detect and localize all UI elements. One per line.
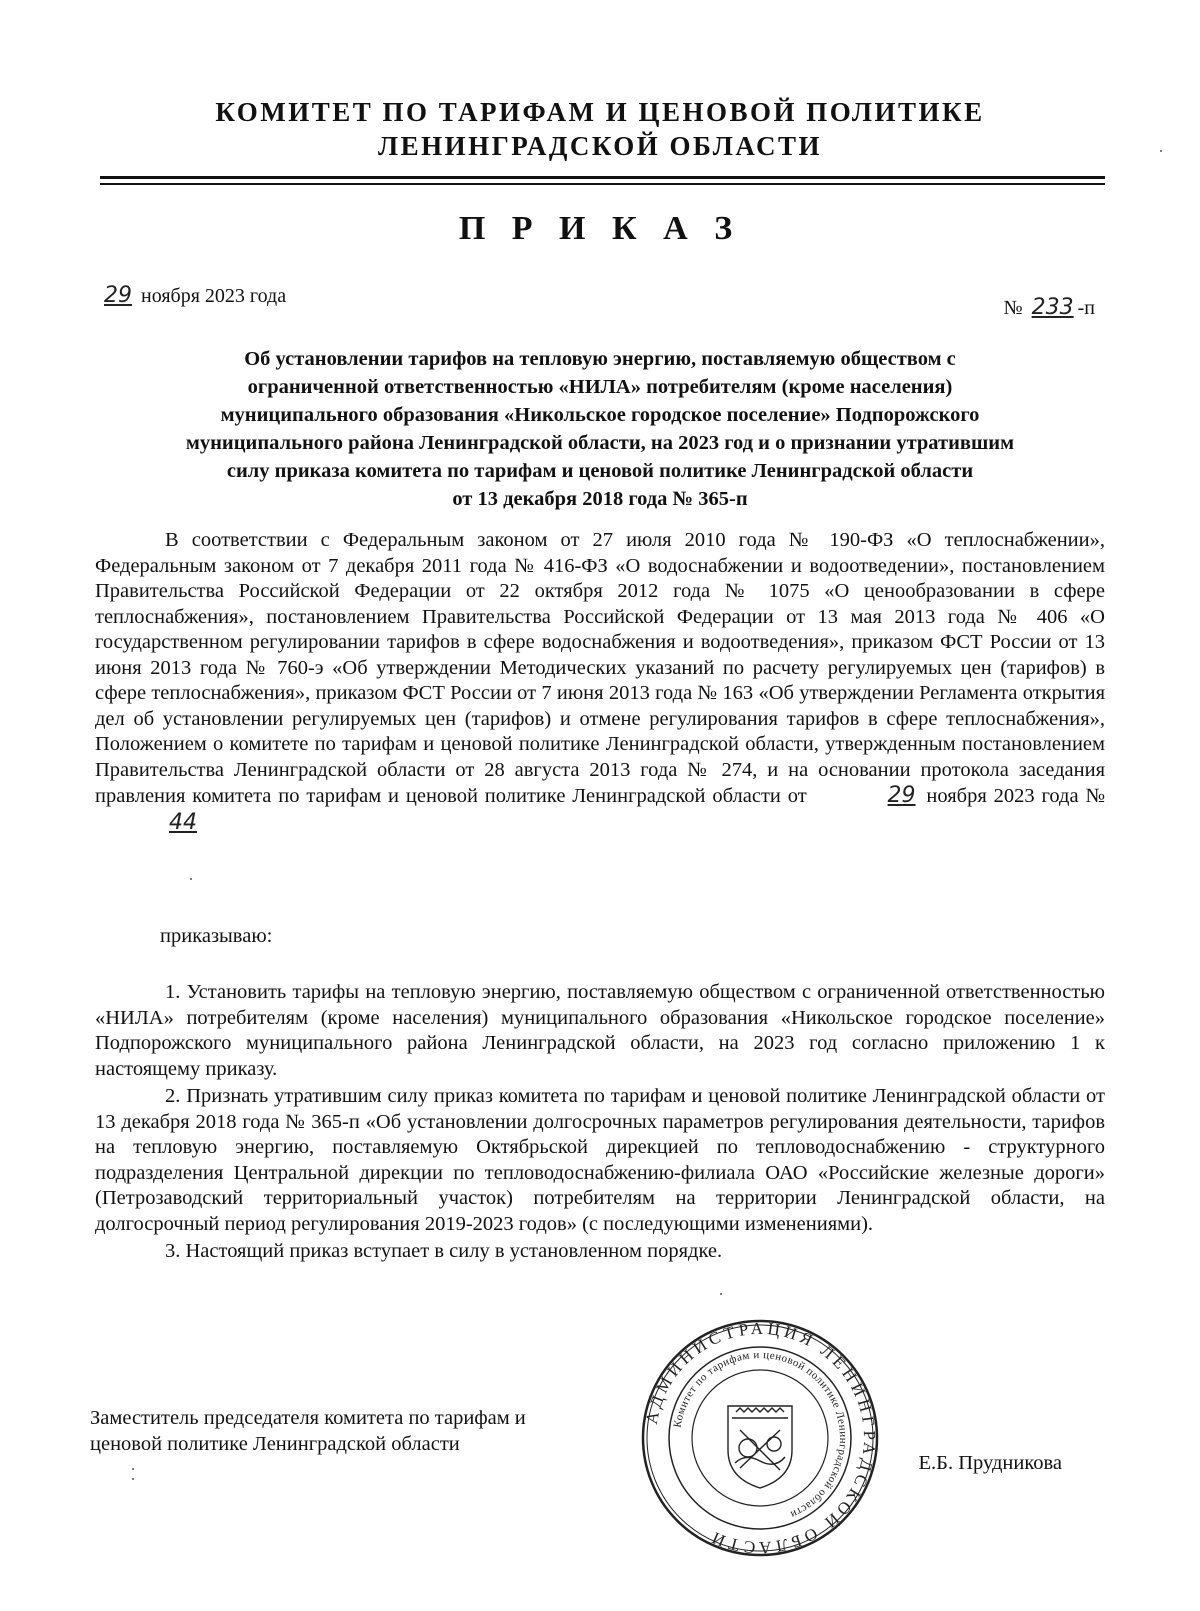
signatory-title-line-2: ценовой политике Ленинградской области	[90, 1433, 460, 1455]
scan-speck	[190, 878, 192, 880]
subject-line: Об установлении тарифов на тепловую энергию, поставляемую обществом с	[244, 348, 956, 370]
header-rule-thin	[100, 183, 1105, 185]
preamble	[95, 528, 1105, 836]
header-line-2: ЛЕНИНГРАДСКОЙ ОБЛАСТИ	[377, 131, 823, 161]
scan-speck	[1160, 150, 1162, 152]
document-title: П Р И К А З	[458, 210, 742, 247]
preamble-tail: ноября 2023 года №	[919, 785, 1106, 807]
scan-speck	[132, 1478, 134, 1480]
subject-line: муниципального образования «Никольское городское поселение» Подпорожского	[220, 404, 980, 426]
document-number	[1004, 295, 1095, 320]
subject-line: силу приказа комитета по тарифам и ценовой политике Ленинградской области	[226, 460, 974, 482]
seal-outer-text: АДМИНИСТРАЦИЯ ЛЕНИНГРАДСКОЙ ОБЛАСТИ	[641, 1318, 880, 1558]
order-word: приказываю:	[160, 925, 273, 947]
header-rule-thick	[100, 176, 1105, 179]
document-subject	[100, 345, 1100, 513]
protocol-day-handwritten: 29	[887, 783, 916, 808]
signatory-title	[90, 1405, 526, 1457]
number-suffix: -п	[1077, 297, 1095, 319]
subject-line: муниципального района Ленинградской области, на 2023 год и о признании утратившим	[185, 432, 1015, 454]
order-item: 1. Установить тарифы на тепловую энергию, поставляемую обществом с ограниченной ответственностью «НИЛА» потребителям (кроме населения) муниципального образования «Никольское городское поселение» Подпорожского муниципального района Ленинградской области, на 2023 год согласно приложению 1 к настоящему приказу.	[95, 981, 1105, 1080]
header-line-1: КОМИТЕТ ПО ТАРИФАМ И ЦЕНОВОЙ ПОЛИТИКЕ	[215, 97, 985, 127]
order-item: 3. Настоящий приказ вступает в силу в установленном порядке.	[165, 1240, 723, 1262]
coat-of-arms-icon	[728, 1406, 792, 1488]
number-prefix: №	[1003, 297, 1028, 319]
order-item: 2. Признать утратившим силу приказ комитета по тарифам и ценовой политике Ленинградской области от 13 декабря 2018 года № 365-п «Об установлении долгосрочных параметров регулирования деятельности, тарифов на тепловую энергию, поставляемую Октябрьской дирекцией по тепловодоснабжению - структурного подразделения Центральной дирекции по тепловодоснабжению-филиала ОАО «Российские железные дороги» (Петрозаводский территориальный участок) потребителям на территории Ленинградской области, на долгосрочный период регулирования 2019-2023 годов» (с последующими изменениями).	[95, 1085, 1105, 1235]
date-rest: ноября 2023 года	[136, 285, 287, 307]
organization-header	[100, 95, 1100, 163]
signatory-name: Е.Б. Прудникова	[918, 1452, 1062, 1474]
number-handwritten: 233	[1031, 295, 1074, 320]
preamble-text: В соответствии с Федеральным законом от 27 июля 2010 года № 190-ФЗ «О теплоснабжении», Федеральным законом от 7 декабря 2011 года № 416-ФЗ «О водоснабжении и водоотведении», постановлением Правительства Российской Федерации от 22 октября 2012 года № 1075 «О ценообразовании в сфере теплоснабжения», постановлением Правительства Российской Федерации от 13 мая 2013 года № 406 «О государственном регулировании тарифов в сфере водоснабжения и водоотведения», приказом ФСТ России от 13 июня 2013 года № 760-э «Об утверждении Методических указаний по расчету регулируемых цен (тарифов) в сфере теплоснабжения», приказом ФСТ России от 7 июня 2013 года № 163 «Об утверждении Регламента открытия дел об установлении регулируемых цен (тарифов) и отмене регулирования тарифов в сфере теплоснабжения», Положением о комитете по тарифам и ценовой политике Ленинградской области, утвержденным постановлением Правительства Ленинградской области от 28 августа 2013 года № 274, и на основании протокола заседания правления комитета по тарифам и ценовой политике Ленинградской области от	[95, 529, 1105, 807]
scan-speck	[720, 1293, 722, 1295]
document-date	[100, 283, 286, 308]
order-items	[95, 980, 1105, 1267]
date-day-handwritten: 29	[104, 283, 132, 308]
signatory-title-line-1: Заместитель председателя комитета по тарифам и	[90, 1407, 526, 1429]
official-seal	[640, 1318, 880, 1558]
protocol-number-handwritten: 44	[169, 809, 197, 835]
preamble-paragraph	[95, 528, 1105, 836]
subject-line: ограниченной ответственностью «НИЛА» потребителям (кроме населения)	[247, 376, 953, 398]
seal-inner-text: Комитет по тарифам и ценовой политике Ленинградской области	[671, 1348, 850, 1521]
subject-line: от 13 декабря 2018 года № 365-п	[452, 488, 748, 510]
svg-text:Комитет по тарифам и ценовой п	[672, 1349, 849, 1521]
scan-speck	[132, 1468, 134, 1470]
